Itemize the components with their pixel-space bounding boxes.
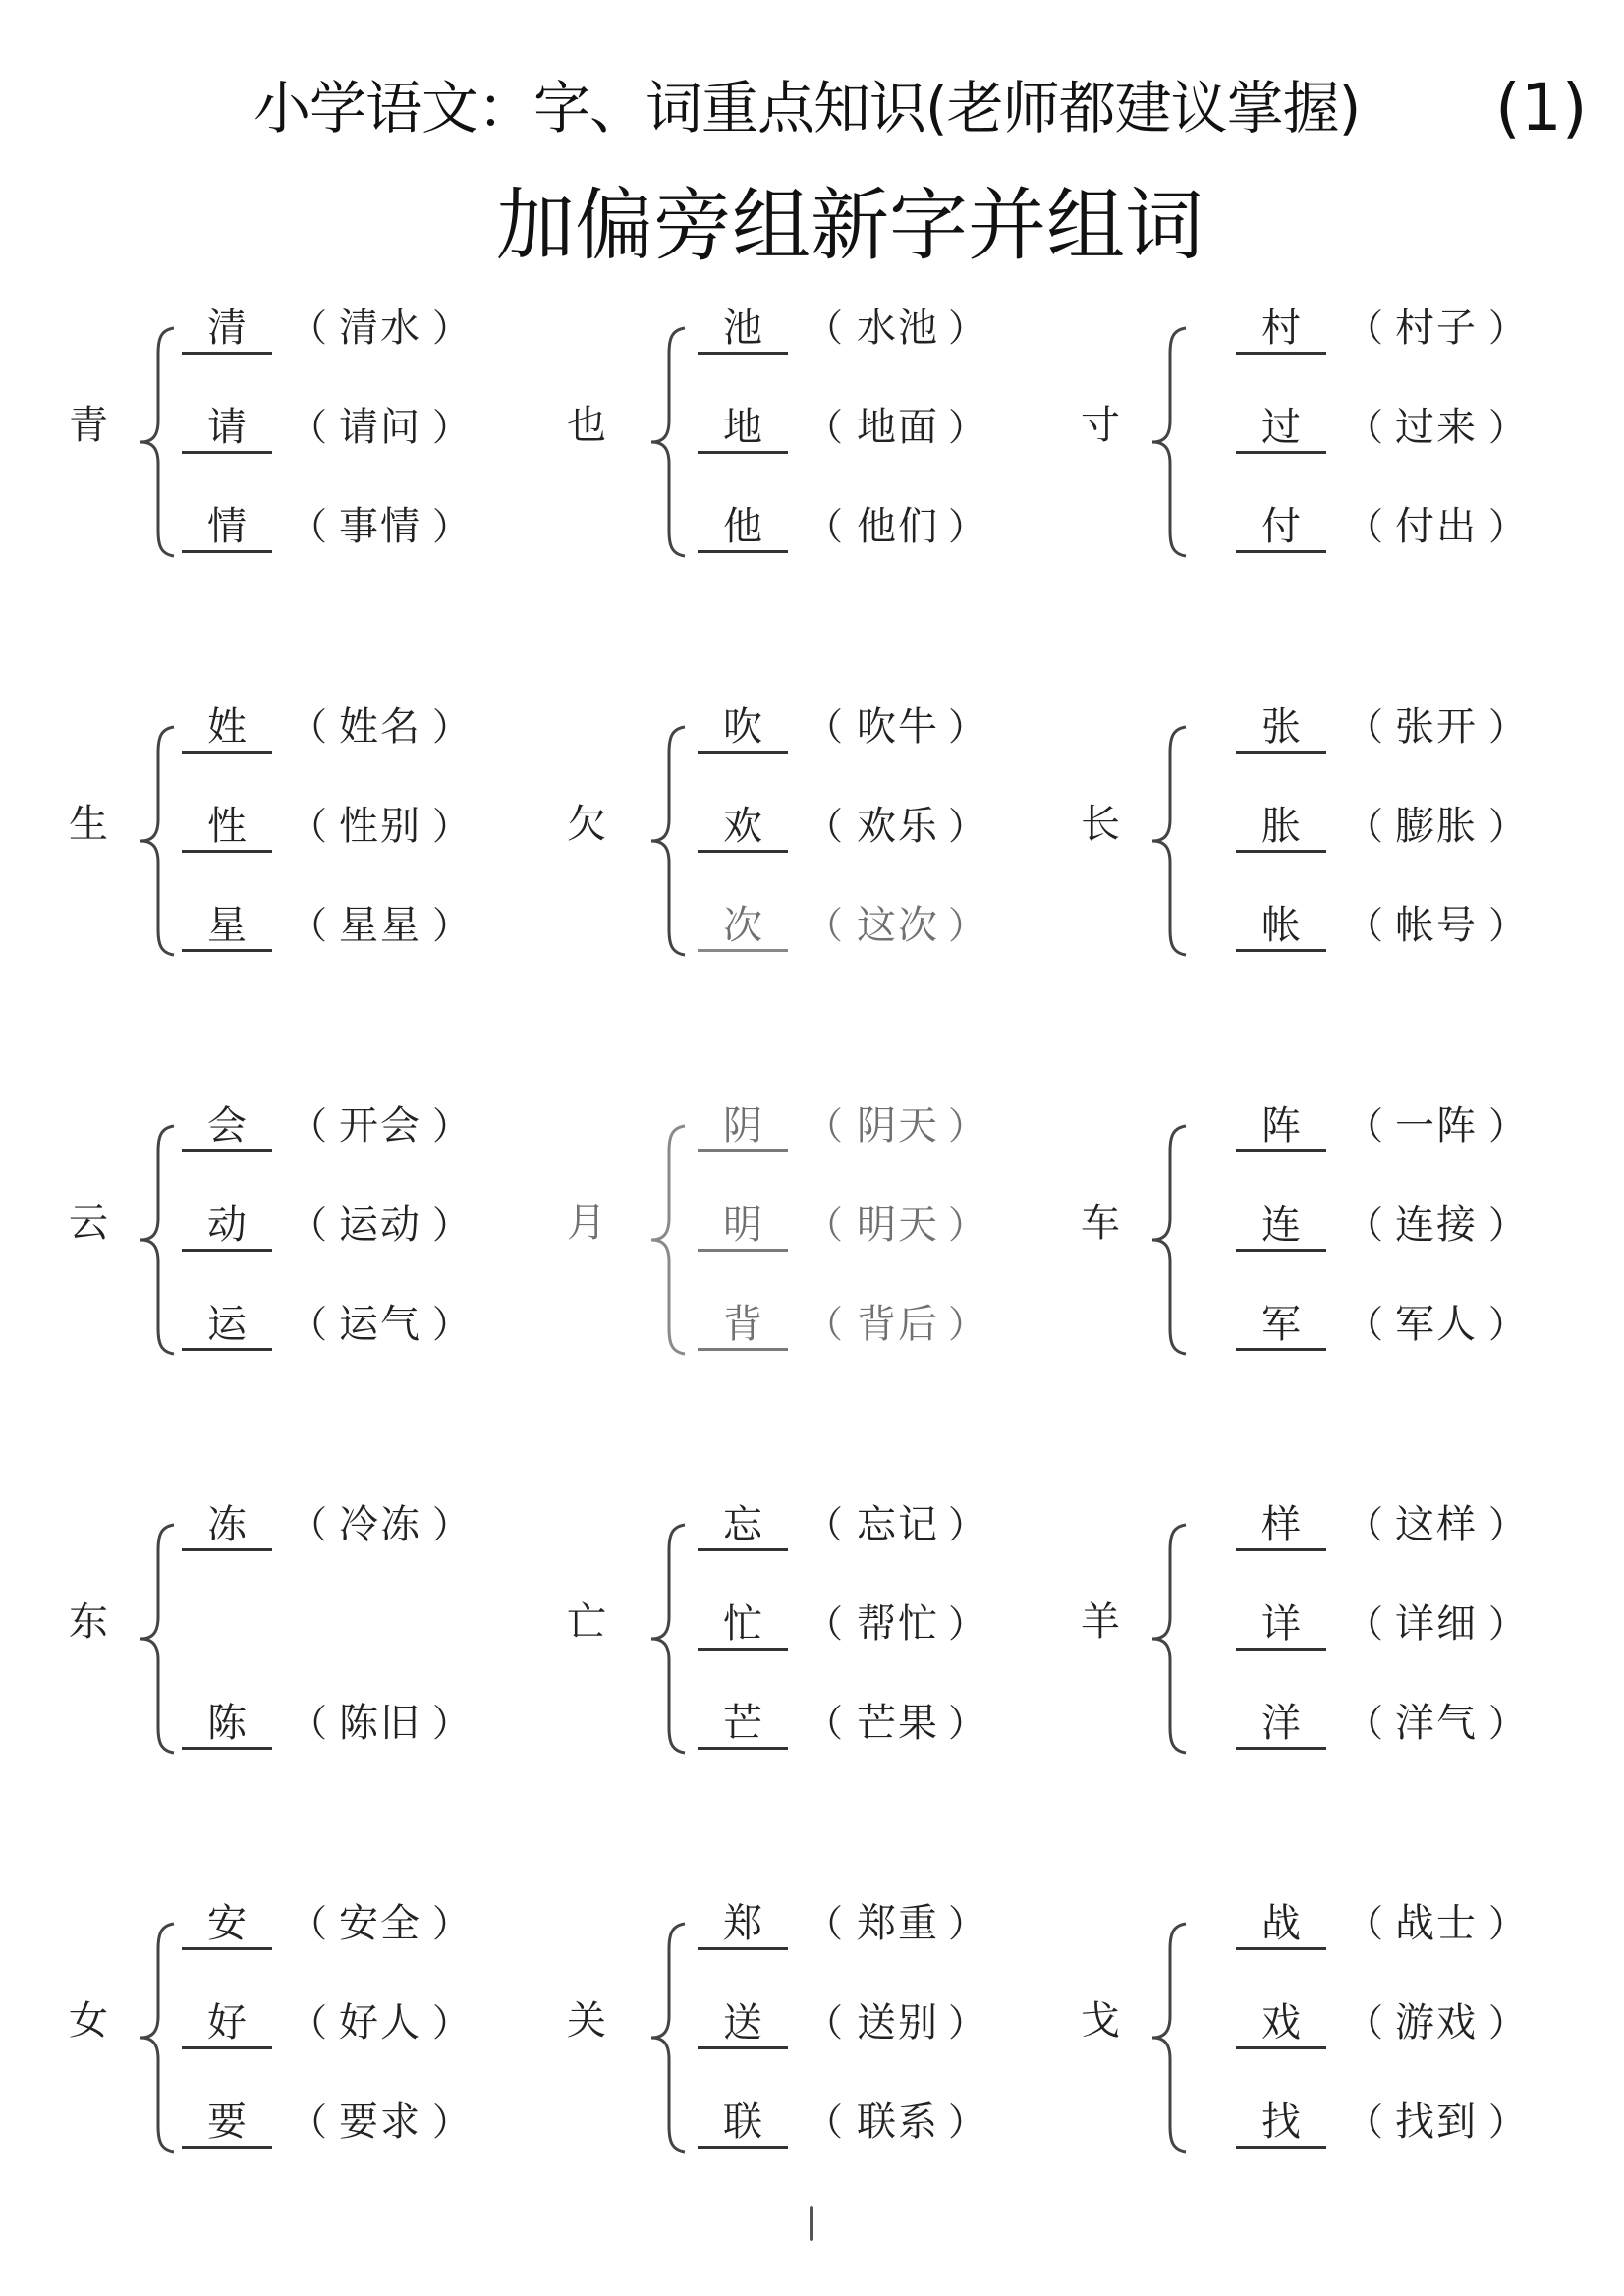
close-paren: ） — [948, 1602, 986, 1646]
answer-blank[interactable]: 阵 — [1236, 1104, 1326, 1152]
example-word[interactable]: 一阵 — [1395, 1103, 1478, 1148]
root-character: 亡 — [567, 1599, 606, 1645]
close-paren: ） — [1488, 1104, 1527, 1148]
example-word[interactable]: 洋气 — [1395, 1701, 1478, 1746]
close-paren: ） — [432, 904, 471, 947]
answer-blank[interactable]: 欢 — [698, 805, 788, 853]
close-paren: ） — [948, 1303, 986, 1346]
answer-blank[interactable]: 戏 — [1236, 2001, 1326, 2049]
open-paren: （ — [806, 1503, 844, 1546]
open-paren: （ — [290, 805, 328, 848]
example-word[interactable]: 姓名 — [339, 704, 421, 750]
close-paren: ） — [432, 805, 471, 848]
answer-blank[interactable]: 次 — [698, 904, 788, 952]
answer-row — [0, 802, 1624, 854]
open-paren: （ — [290, 1503, 328, 1546]
open-paren: （ — [290, 307, 328, 350]
document-title: 小学语文：字、词重点知识(老师都建议掌握) — [253, 75, 1361, 141]
open-paren: （ — [290, 2001, 328, 2044]
answer-row — [0, 1201, 1624, 1253]
open-paren: （ — [806, 2001, 844, 2044]
root-character: 戈 — [1081, 1998, 1120, 2044]
close-paren: ） — [432, 2001, 471, 2044]
answer-blank[interactable]: 他 — [698, 505, 788, 553]
close-paren: ） — [948, 1902, 986, 1945]
close-paren: ） — [432, 1204, 471, 1247]
root-character: 云 — [69, 1201, 108, 1246]
answer-blank[interactable]: 洋 — [1236, 1702, 1326, 1750]
example-word[interactable]: 地面 — [857, 405, 939, 450]
example-word[interactable]: 找到 — [1395, 2100, 1478, 2145]
close-paren: ） — [948, 2001, 986, 2044]
section-heading: 加偏旁组新字并组词 — [496, 180, 1204, 271]
root-character: 也 — [567, 403, 606, 448]
answer-blank[interactable]: 忙 — [698, 1602, 788, 1651]
root-character: 生 — [69, 802, 108, 847]
open-paren: （ — [1346, 406, 1384, 449]
open-paren: （ — [806, 505, 844, 548]
root-character: 欠 — [567, 802, 606, 847]
example-word[interactable]: 阴天 — [857, 1103, 939, 1148]
answer-blank[interactable]: 送 — [698, 2001, 788, 2049]
close-paren: ） — [1488, 406, 1527, 449]
answer-row — [0, 307, 1624, 356]
answer-row — [0, 1503, 1624, 1552]
answer-blank[interactable]: 详 — [1236, 1602, 1326, 1651]
example-word[interactable]: 清水 — [339, 306, 421, 351]
root-character: 月 — [567, 1201, 606, 1246]
open-paren: （ — [290, 2100, 328, 2144]
root-character: 东 — [69, 1599, 108, 1645]
example-word[interactable]: 膨胀 — [1395, 804, 1478, 849]
close-paren: ） — [948, 904, 986, 947]
answer-blank[interactable]: 运 — [182, 1303, 272, 1351]
close-paren: ） — [1488, 2100, 1527, 2144]
close-paren: ） — [1488, 1303, 1527, 1346]
answer-row — [0, 1104, 1624, 1153]
open-paren: （ — [806, 307, 844, 350]
close-paren: ） — [948, 2100, 986, 2144]
open-paren: （ — [806, 1902, 844, 1945]
example-word[interactable]: 详细 — [1395, 1601, 1478, 1647]
open-paren: （ — [290, 1902, 328, 1945]
open-paren: （ — [1346, 805, 1384, 848]
answer-row — [0, 505, 1624, 554]
example-word[interactable]: 付出 — [1395, 504, 1478, 549]
answer-blank[interactable]: 姓 — [182, 705, 272, 754]
close-paren: ） — [432, 307, 471, 350]
example-word[interactable]: 连接 — [1395, 1203, 1478, 1248]
open-paren: （ — [1346, 1503, 1384, 1546]
open-paren: （ — [290, 1104, 328, 1148]
example-word[interactable]: 忘记 — [857, 1502, 939, 1547]
answer-blank[interactable]: 过 — [1236, 406, 1326, 454]
example-word[interactable]: 冷冻 — [339, 1502, 421, 1547]
answer-blank[interactable]: 动 — [182, 1204, 272, 1252]
close-paren: ） — [432, 1702, 471, 1745]
close-paren: ） — [948, 1702, 986, 1745]
example-word[interactable]: 送别 — [857, 2000, 939, 2045]
answer-blank[interactable]: 星 — [182, 904, 272, 952]
example-word[interactable]: 背后 — [857, 1302, 939, 1347]
page-number: (1) — [1495, 70, 1588, 145]
root-character: 羊 — [1081, 1599, 1120, 1645]
example-word[interactable]: 好人 — [339, 2000, 421, 2045]
answer-blank[interactable]: 陈 — [182, 1702, 272, 1750]
open-paren: （ — [290, 705, 328, 749]
open-paren: （ — [290, 1702, 328, 1745]
example-word[interactable]: 游戏 — [1395, 2000, 1478, 2045]
answer-blank[interactable]: 战 — [1236, 1902, 1326, 1950]
example-word[interactable]: 运动 — [339, 1203, 421, 1248]
answer-blank[interactable]: 背 — [698, 1303, 788, 1351]
open-paren: （ — [1346, 2100, 1384, 2144]
example-word[interactable]: 明天 — [857, 1203, 939, 1248]
open-paren: （ — [1346, 307, 1384, 350]
close-paren: ） — [1488, 1702, 1527, 1745]
close-paren: ） — [948, 1503, 986, 1546]
open-paren: （ — [1346, 505, 1384, 548]
example-word[interactable]: 村子 — [1395, 306, 1478, 351]
example-word[interactable]: 要求 — [339, 2100, 421, 2145]
close-paren: ） — [948, 1104, 986, 1148]
answer-blank[interactable]: 安 — [182, 1902, 272, 1950]
close-paren: ） — [1488, 705, 1527, 749]
answer-blank[interactable]: 忘 — [698, 1503, 788, 1551]
answer-row — [0, 1998, 1624, 2050]
close-paren: ） — [948, 505, 986, 548]
open-paren: （ — [1346, 1602, 1384, 1646]
open-paren: （ — [806, 904, 844, 947]
example-word[interactable]: 陈旧 — [339, 1701, 421, 1746]
example-word[interactable]: 战士 — [1395, 1901, 1478, 1946]
answer-blank[interactable]: 郑 — [698, 1902, 788, 1950]
close-paren: ） — [948, 1204, 986, 1247]
open-paren: （ — [1346, 2001, 1384, 2044]
answer-blank[interactable]: 军 — [1236, 1303, 1326, 1351]
example-word[interactable]: 帐号 — [1395, 903, 1478, 948]
open-paren: （ — [806, 1104, 844, 1148]
text-cursor-mark — [810, 2206, 813, 2241]
close-paren: ） — [948, 805, 986, 848]
open-paren: （ — [806, 805, 844, 848]
root-character: 长 — [1081, 802, 1120, 847]
example-word[interactable]: 张开 — [1395, 704, 1478, 750]
example-word[interactable]: 事情 — [339, 504, 421, 549]
open-paren: （ — [1346, 1204, 1384, 1247]
open-paren: （ — [806, 1204, 844, 1247]
answer-row — [0, 1702, 1624, 1751]
close-paren: ） — [432, 2100, 471, 2144]
answer-blank[interactable]: 找 — [1236, 2100, 1326, 2149]
example-word[interactable]: 水池 — [857, 306, 939, 351]
answer-row — [0, 403, 1624, 455]
example-word[interactable]: 欢乐 — [857, 804, 939, 849]
open-paren: （ — [290, 406, 328, 449]
close-paren: ） — [1488, 1204, 1527, 1247]
example-word[interactable]: 性别 — [339, 804, 421, 849]
close-paren: ） — [1488, 805, 1527, 848]
open-paren: （ — [806, 406, 844, 449]
example-word[interactable]: 这样 — [1395, 1502, 1478, 1547]
root-character: 青 — [69, 403, 108, 448]
answer-blank[interactable]: 冻 — [182, 1503, 272, 1551]
root-character: 车 — [1081, 1201, 1120, 1246]
close-paren: ） — [432, 705, 471, 749]
answer-blank[interactable]: 清 — [182, 307, 272, 355]
root-character: 寸 — [1081, 403, 1120, 448]
answer-blank[interactable]: 胀 — [1236, 805, 1326, 853]
example-word[interactable]: 他们 — [857, 504, 939, 549]
example-word[interactable]: 这次 — [857, 903, 939, 948]
answer-blank[interactable]: 阴 — [698, 1104, 788, 1152]
answer-row — [0, 2100, 1624, 2150]
open-paren: （ — [1346, 1702, 1384, 1745]
close-paren: ） — [432, 1104, 471, 1148]
close-paren: ） — [432, 1503, 471, 1546]
answer-row — [0, 1599, 1624, 1652]
close-paren: ） — [1488, 904, 1527, 947]
answer-blank[interactable]: 要 — [182, 2100, 272, 2149]
answer-row — [0, 1303, 1624, 1352]
answer-blank[interactable]: 好 — [182, 2001, 272, 2049]
answer-row — [0, 904, 1624, 953]
example-word[interactable]: 吹牛 — [857, 704, 939, 750]
root-character: 女 — [69, 1998, 108, 2044]
close-paren: ） — [948, 406, 986, 449]
close-paren: ） — [432, 1303, 471, 1346]
close-paren: ） — [948, 307, 986, 350]
open-paren: （ — [290, 1303, 328, 1346]
close-paren: ） — [1488, 307, 1527, 350]
answer-blank[interactable]: 池 — [698, 307, 788, 355]
answer-blank[interactable]: 请 — [182, 406, 272, 454]
open-paren: （ — [806, 1702, 844, 1745]
answer-blank[interactable]: 联 — [698, 2100, 788, 2149]
answer-blank[interactable]: 张 — [1236, 705, 1326, 754]
example-word[interactable]: 请问 — [339, 405, 421, 450]
open-paren: （ — [1346, 705, 1384, 749]
answer-blank[interactable]: 性 — [182, 805, 272, 853]
example-word[interactable]: 安全 — [339, 1901, 421, 1946]
example-word[interactable]: 联系 — [857, 2100, 939, 2145]
close-paren: ） — [432, 505, 471, 548]
close-paren: ） — [1488, 1602, 1527, 1646]
example-word[interactable]: 芒果 — [857, 1701, 939, 1746]
answer-blank[interactable]: 地 — [698, 406, 788, 454]
open-paren: （ — [1346, 1902, 1384, 1945]
example-word[interactable]: 运气 — [339, 1302, 421, 1347]
close-paren: ） — [1488, 2001, 1527, 2044]
answer-blank[interactable]: 会 — [182, 1104, 272, 1152]
answer-blank[interactable]: 帐 — [1236, 904, 1326, 952]
example-word[interactable]: 郑重 — [857, 1901, 939, 1946]
answer-blank[interactable]: 村 — [1236, 307, 1326, 355]
answer-row — [0, 705, 1624, 755]
open-paren: （ — [806, 1602, 844, 1646]
example-word[interactable]: 帮忙 — [857, 1601, 939, 1647]
open-paren: （ — [1346, 904, 1384, 947]
answer-blank[interactable]: 样 — [1236, 1503, 1326, 1551]
open-paren: （ — [806, 1303, 844, 1346]
answer-blank[interactable]: 连 — [1236, 1204, 1326, 1252]
example-word[interactable]: 军人 — [1395, 1302, 1478, 1347]
close-paren: ） — [1488, 1902, 1527, 1945]
open-paren: （ — [806, 2100, 844, 2144]
close-paren: ） — [432, 1902, 471, 1945]
example-word[interactable]: 星星 — [339, 903, 421, 948]
close-paren: ） — [432, 406, 471, 449]
answer-blank[interactable]: 吹 — [698, 705, 788, 754]
answer-blank[interactable]: 明 — [698, 1204, 788, 1252]
open-paren: （ — [290, 904, 328, 947]
close-paren: ） — [1488, 505, 1527, 548]
answer-row — [0, 1902, 1624, 1951]
open-paren: （ — [290, 505, 328, 548]
close-paren: ） — [1488, 1503, 1527, 1546]
answer-blank[interactable]: 付 — [1236, 505, 1326, 553]
answer-blank[interactable]: 芒 — [698, 1702, 788, 1750]
root-character: 关 — [567, 1998, 606, 2044]
close-paren: ） — [948, 705, 986, 749]
open-paren: （ — [1346, 1303, 1384, 1346]
answer-blank[interactable]: 情 — [182, 505, 272, 553]
open-paren: （ — [806, 705, 844, 749]
example-word[interactable]: 过来 — [1395, 405, 1478, 450]
example-word[interactable]: 开会 — [339, 1103, 421, 1148]
open-paren: （ — [290, 1204, 328, 1247]
open-paren: （ — [1346, 1104, 1384, 1148]
